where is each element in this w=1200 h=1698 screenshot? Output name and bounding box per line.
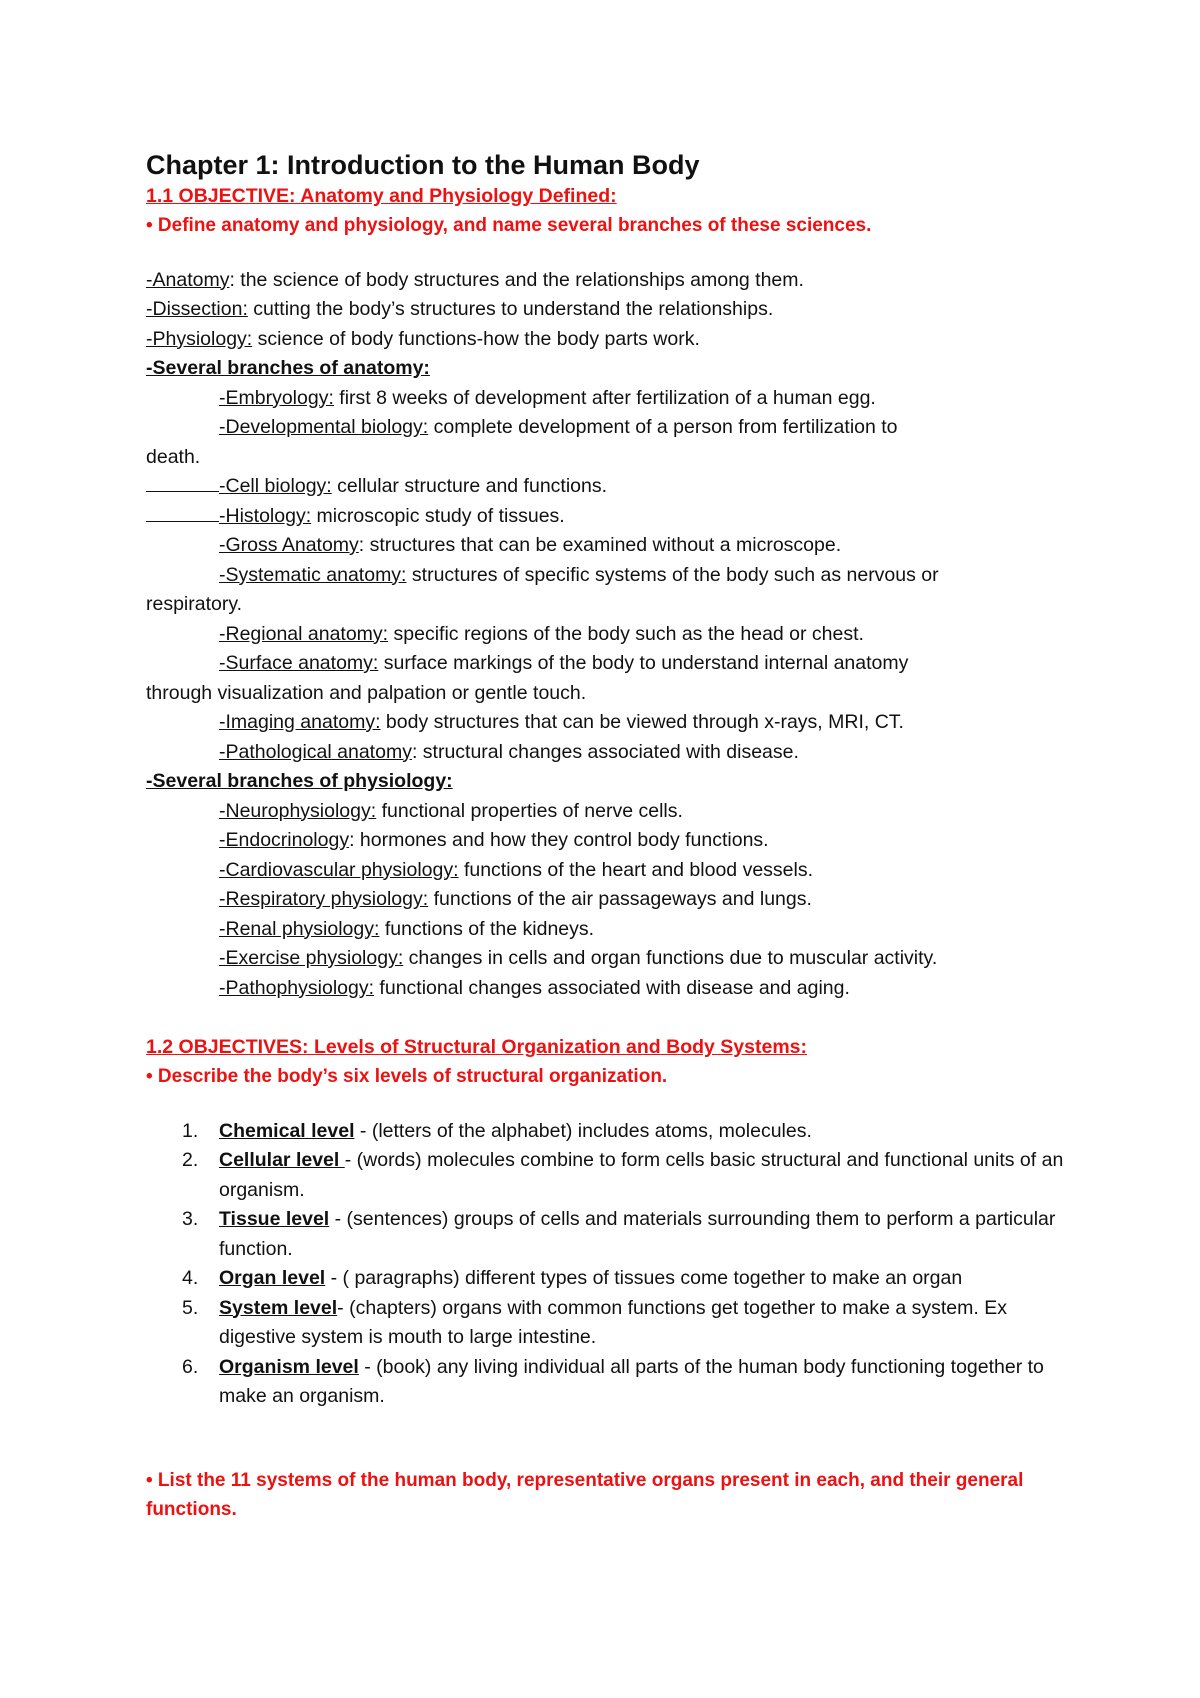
underline-rule	[146, 503, 219, 522]
term: -Systematic anatomy:	[219, 563, 407, 586]
term: -Gross Anatomy	[219, 534, 359, 556]
physiology-branches-heading: -Several branches of physiology:	[146, 770, 453, 792]
structural-levels-list	[146, 1117, 1066, 1412]
term: -Embryology:	[219, 386, 334, 409]
definition-text: structures of specific systems of the body such as nervous or	[406, 563, 939, 586]
definition-text: first 8 weeks of development after fertilization of a human egg.	[333, 386, 876, 409]
level-text: - (chapters) organs with common functions get together to make a system. Ex digestive system is mouth to large intestine.	[219, 1296, 1007, 1348]
level-term: System level	[219, 1296, 338, 1319]
list-number: 6.	[182, 1355, 199, 1378]
level-text: - (letters of the alphabet) includes atoms, molecules.	[354, 1119, 812, 1142]
term: -Respiratory physiology:	[219, 888, 429, 910]
list-item	[146, 1264, 1066, 1294]
definition-text: functional properties of nerve cells.	[376, 799, 683, 822]
level-term: Tissue level	[219, 1208, 330, 1230]
list-item-continuation: through visualization and palpation or gentle touch.	[146, 681, 587, 704]
definition-text: : structural changes associated with disease.	[411, 740, 799, 763]
term: -Imaging anatomy:	[219, 711, 381, 733]
term: -Exercise physiology:	[219, 947, 404, 969]
definition-text: specific regions of the body such as the head or chest.	[388, 622, 864, 645]
definition-text: changes in cells and organ functions due to muscular activity.	[403, 947, 938, 969]
list-item	[146, 826, 1066, 856]
spacer	[146, 1090, 1066, 1117]
list-number: 2.	[182, 1149, 199, 1171]
term: -Physiology:	[146, 327, 253, 350]
list-item	[146, 561, 1066, 591]
term: -Anatomy	[146, 268, 230, 291]
term: -Histology:	[219, 504, 312, 527]
list-item-continuation: death.	[146, 445, 201, 468]
list-item	[146, 384, 1066, 414]
document-content	[146, 148, 1066, 1524]
underline-rule	[146, 473, 219, 492]
list-item	[146, 620, 1066, 650]
list-item	[146, 502, 1066, 532]
list-item	[146, 1353, 1066, 1412]
objective-1-1-bullet: • Define anatomy and physiology, and name several branches of these sciences.	[146, 214, 872, 236]
list-item	[146, 915, 1066, 945]
list-item	[146, 472, 1066, 502]
list-item	[146, 856, 1066, 886]
term: -Cardiovascular physiology:	[219, 858, 459, 881]
list-item	[146, 1294, 1066, 1353]
definition-text: functional changes associated with disease and aging.	[374, 976, 850, 999]
page-title: Chapter 1: Introduction to the Human Body	[146, 150, 700, 180]
list-item	[146, 649, 1066, 679]
level-text: - (sentences) groups of cells and materials surrounding them to perform a particular function.	[219, 1208, 1056, 1260]
objective-1-3-bullet: • List the 11 systems of the human body, representative organs present in each, and their general functions.	[146, 1469, 1024, 1520]
level-text: - (words) molecules combine to form cells basic structural and functional units of an organism.	[219, 1149, 1064, 1201]
list-number: 1.	[182, 1119, 199, 1142]
list-item	[146, 944, 1066, 974]
definition-text: : the science of body structures and the relationships among them.	[229, 268, 804, 291]
definition-text: : hormones and how they control body functions.	[349, 829, 769, 851]
definition-text: cutting the body’s structures to understand the relationships.	[247, 298, 774, 320]
term: -Cell biology:	[219, 475, 332, 497]
list-item	[146, 531, 1066, 561]
definition-text: complete development of a person from fertilization to	[428, 416, 898, 438]
term: -Regional anatomy:	[219, 622, 389, 645]
list-item	[146, 1205, 1066, 1264]
term: -Developmental biology:	[219, 416, 429, 438]
definition-text: cellular structure and functions.	[331, 475, 608, 497]
objective-1-2-bullet: • Describe the body’s six levels of structural organization.	[146, 1065, 668, 1087]
level-term: Organism level	[219, 1355, 359, 1378]
level-term: Chemical level	[219, 1119, 355, 1142]
definition-text: functions of the heart and blood vessels.	[458, 858, 814, 881]
list-item	[146, 1117, 1066, 1147]
term: -Dissection:	[146, 298, 248, 320]
spacer	[146, 1003, 1066, 1033]
definition-text: surface markings of the body to understand internal anatomy	[378, 652, 909, 674]
list-item	[146, 708, 1066, 738]
anatomy-branches-heading: -Several branches of anatomy:	[146, 357, 430, 379]
list-item	[146, 974, 1066, 1004]
level-term: Organ level	[219, 1267, 326, 1289]
definition-text: functions of the air passageways and lungs.	[428, 888, 812, 910]
definition-text: : structures that can be examined without a microscope.	[358, 534, 842, 556]
list-item	[146, 1146, 1066, 1205]
list-item	[146, 797, 1066, 827]
definition-text: science of body functions-how the body parts work.	[252, 327, 700, 350]
definition-dissection	[146, 295, 1066, 325]
list-item-continuation: respiratory.	[146, 593, 243, 615]
level-term: Cellular level	[219, 1149, 345, 1171]
level-text: - (book) any living individual all parts of the human body functioning together to make an organism.	[219, 1355, 1044, 1407]
list-number: 5.	[182, 1296, 199, 1319]
definition-text: functions of the kidneys.	[379, 917, 595, 940]
level-text: - ( paragraphs) different types of tissues come together to make an organ	[325, 1267, 963, 1289]
list-number: 3.	[182, 1208, 199, 1230]
objective-1-2: 1.2 OBJECTIVES: Levels of Structural Organization and Body Systems:	[146, 1036, 807, 1058]
list-item	[146, 738, 1066, 768]
definition-physiology	[146, 325, 1066, 355]
list-number: 4.	[182, 1267, 199, 1289]
list-item	[146, 885, 1066, 915]
spacer	[146, 239, 1066, 266]
definition-text: microscopic study of tissues.	[311, 504, 565, 527]
term: -Pathophysiology:	[219, 976, 375, 999]
term: -Neurophysiology:	[219, 799, 377, 822]
list-item	[146, 413, 1066, 443]
term: -Renal physiology:	[219, 917, 380, 940]
spacer	[146, 1412, 1066, 1466]
objective-1-1: 1.1 OBJECTIVE: Anatomy and Physiology Defined:	[146, 185, 617, 207]
definition-text: body structures that can be viewed through x-rays, MRI, CT.	[380, 711, 904, 733]
definition-anatomy	[146, 266, 1066, 296]
term: -Pathological anatomy	[219, 740, 412, 763]
term: -Surface anatomy:	[219, 652, 379, 674]
term: -Endocrinology	[219, 829, 350, 851]
